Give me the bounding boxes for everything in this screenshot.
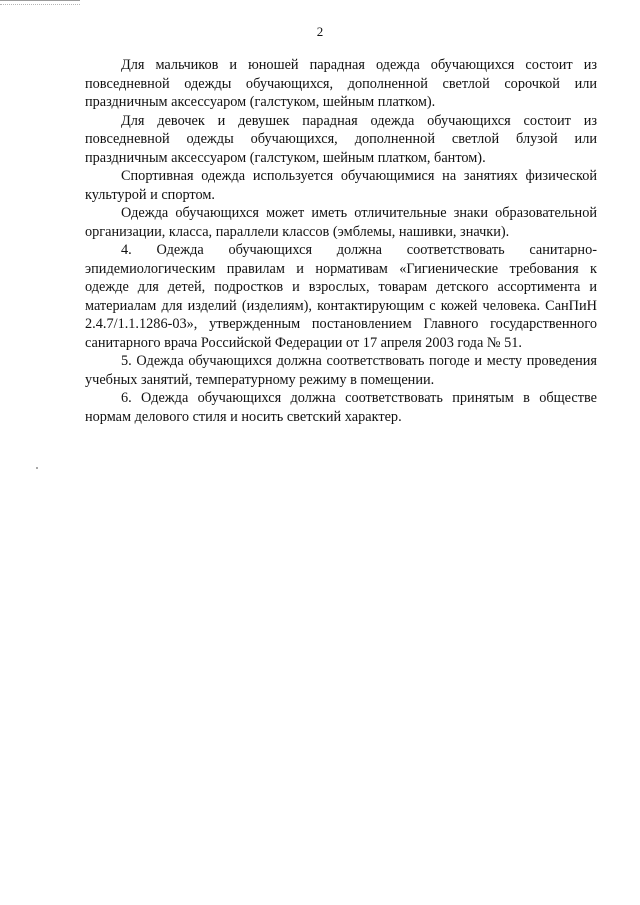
paragraph-distinctive-signs: Одежда обучающихся может иметь отличительные знаки образовательной организации, класса, параллели классов (эмблемы, нашивки, значки). — [85, 205, 597, 240]
document-body — [85, 56, 597, 426]
paragraph-item-5-weather: 5. Одежда обучающихся должна соответствовать погоде и месту проведения учебных занятий, температурному режиму в помещении. — [85, 353, 597, 388]
paragraph-sports-wear: Спортивная одежда используется обучающимися на занятиях физической культурой и спортом. — [85, 168, 597, 203]
paragraph-boys-formal-wear: Для мальчиков и юношей парадная одежда обучающихся состоит из повседневной одежды обучающихся, дополненной светлой сорочкой или праздничным аксессуаром (галстуком, шейным платком). — [85, 57, 597, 110]
paragraph-item-4-sanitary-rules: 4. Одежда обучающихся должна соответствовать санитарно-эпидемиологическим правилам и нормативам «Гигиенические требования к одежде для детей, подростков и взрослых, товарам детского ассортимента и материалам для изделий (изделиям), контактирующим с кожей человека. СанПиН 2.4.7/1.1.1286-03», утвержденным постановлением Главного государственного санитарного врача Российской Федерации от 17 апреля 2003 года № 51. — [85, 242, 597, 351]
paragraph-item-6-business-style: 6. Одежда обучающихся должна соответствовать принятым в обществе нормам делового стиля и носить светский характер. — [85, 390, 597, 425]
scan-speck — [36, 467, 38, 469]
paragraph-girls-formal-wear: Для девочек и девушек парадная одежда обучающихся состоит из повседневной одежды обучающихся, дополненной светлой блузой или праздничным аксессуаром (галстуком, шейным платком, бантом). — [85, 112, 597, 166]
page-number: 2 — [316, 24, 324, 39]
scan-edge-mark — [0, 0, 80, 5]
